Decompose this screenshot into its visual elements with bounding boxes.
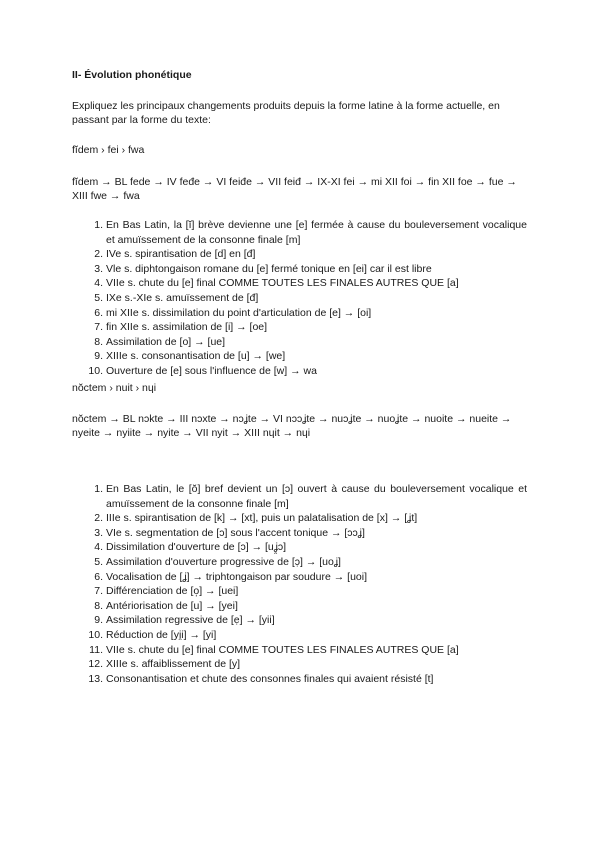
list-item <box>90 526 527 541</box>
item-number: 10. <box>88 364 103 377</box>
list-item <box>90 349 527 364</box>
item-number: 4. <box>94 541 103 554</box>
item-number: 10. <box>88 628 103 641</box>
list-item <box>90 247 527 262</box>
item-number: 9. <box>94 614 103 627</box>
item-text: Assimilation regressive de [ẹ] → [yii] <box>106 614 275 627</box>
word2-evolution: nŏctem → BL nɔkte → III nɔxte → nɔʝte → VI nɔɔʝte → nuɔʝte → nuoʝte → nuoite → nueite → nyeite → nyiite → nyite → VII nyit → XIII nɥit → nɥi <box>72 413 512 439</box>
list-item <box>90 291 527 306</box>
item-text: Différenciation de [o̩] → [uei] <box>106 585 239 598</box>
item-text: mi XIIe s. dissimilation du point d'articulation de [e] → [oi] <box>106 306 372 319</box>
item-number: 2. <box>94 248 103 261</box>
list-item <box>90 540 527 555</box>
list-item <box>90 364 527 379</box>
item-text: Consonantisation et chute des consonnes finales qui avaient résisté [t] <box>106 672 434 685</box>
item-text: En Bas Latin, la [ĭ] brève devienne une [e] fermée à cause du bouleversement vocalique et amuïssement de la consonne finale [m] <box>106 219 527 246</box>
item-text: VIIe s. chute du [e] final COMME TOUTES LES FINALES AUTRES QUE [a] <box>106 643 459 656</box>
list-item <box>90 599 527 614</box>
item-text: IIIe s. spirantisation de [k] → [xt], puis un palatalisation de [x] → [ʝt] <box>106 512 418 525</box>
word2-steps-list <box>90 482 527 686</box>
list-item <box>90 320 527 335</box>
item-number: 8. <box>94 599 103 612</box>
list-item <box>90 482 527 511</box>
item-number: 5. <box>94 291 103 304</box>
item-number: 3. <box>94 262 103 275</box>
item-text: Assimilation de [o] → [ue] <box>106 335 226 348</box>
item-text: Vle s. diphtongaison romane du [e] fermé tonique en [ei] car il est libre <box>106 262 432 275</box>
item-number: 9. <box>94 350 103 363</box>
item-number: 2. <box>94 512 103 525</box>
list-item <box>90 262 527 277</box>
list-item <box>90 511 527 526</box>
item-text: fin XIIe s. assimilation de [i] → [oe] <box>106 321 268 334</box>
item-text: XIIIe s. affaiblissement de [y] <box>106 658 241 671</box>
item-number: 8. <box>94 335 103 348</box>
item-number: 1. <box>94 483 103 495</box>
item-number: 7. <box>94 321 103 334</box>
list-item <box>90 276 527 291</box>
item-number: 7. <box>94 585 103 598</box>
word2-chain: nŏctem › nuit › nɥi <box>72 382 157 394</box>
word1-steps-list <box>90 218 527 379</box>
item-text: IVe s. spirantisation de [d] en [đ] <box>106 248 256 261</box>
item-number: 6. <box>94 306 103 319</box>
item-number: 1. <box>94 219 103 231</box>
item-text: Antériorisation de [u] → [yei] <box>106 599 238 612</box>
word1-chain: fĭdem › fei › fwa <box>72 144 145 156</box>
list-item <box>90 643 527 658</box>
list-item <box>90 657 527 672</box>
list-item <box>90 570 527 585</box>
item-text: Ouverture de [e] sous l'influence de [w] → wa <box>106 364 317 377</box>
item-number: 6. <box>94 570 103 583</box>
item-text: IXe s.-XIe s. amuïssement de [đ] <box>106 291 259 304</box>
item-text: Réduction de [yi̯i] → [yi] <box>106 628 217 641</box>
item-number: 3. <box>94 526 103 539</box>
item-number: 12. <box>88 658 103 671</box>
item-text: Dissimilation d'ouverture de [ɔ] → [uʝ̯ɔ] <box>106 541 287 554</box>
item-text: En Bas Latin, le [ŏ] bref devient un [ɔ] ouvert à cause du bouleversement vocalique et amuïssement de la consonne finale [m] <box>106 483 527 510</box>
item-number: 5. <box>94 555 103 568</box>
word1-evolution: fĭdem → BL fede → IV feđe → VI feiđe → VII feiđ → IX-XI fei → mi XII foi → fin XII foe → fue → XIII fwe → fwa <box>72 176 517 202</box>
item-text: Assimilation d'ouverture progressive de [ɔ̣] → [uoʝ] <box>106 555 341 568</box>
list-item <box>90 335 527 350</box>
item-text: XIIIe s. consonantisation de [u] → [we] <box>106 350 286 363</box>
list-item <box>90 218 527 247</box>
list-item <box>90 584 527 599</box>
item-text: VIIe s. chute du [e] final COMME TOUTES LES FINALES AUTRES QUE [a] <box>106 277 459 290</box>
exercise-instructions: Expliquez les principaux changements produits depuis la forme latine à la forme actuelle, en passant par la forme du texte: <box>72 100 500 126</box>
item-number: 11. <box>89 643 103 656</box>
item-text: VIe s. segmentation de [ɔ] sous l'accent tonique → [ɔɔʝ] <box>106 526 365 539</box>
list-item <box>90 555 527 570</box>
item-number: 13. <box>88 672 103 685</box>
item-number: 4. <box>94 277 103 290</box>
list-item <box>90 672 527 687</box>
list-item <box>90 613 527 628</box>
list-item <box>90 306 527 321</box>
list-item <box>90 628 527 643</box>
section-heading: II- Évolution phonétique <box>72 69 192 81</box>
item-text: Vocalisation de [ʝ] → triphtongaison par soudure → [uoi] <box>106 570 367 583</box>
